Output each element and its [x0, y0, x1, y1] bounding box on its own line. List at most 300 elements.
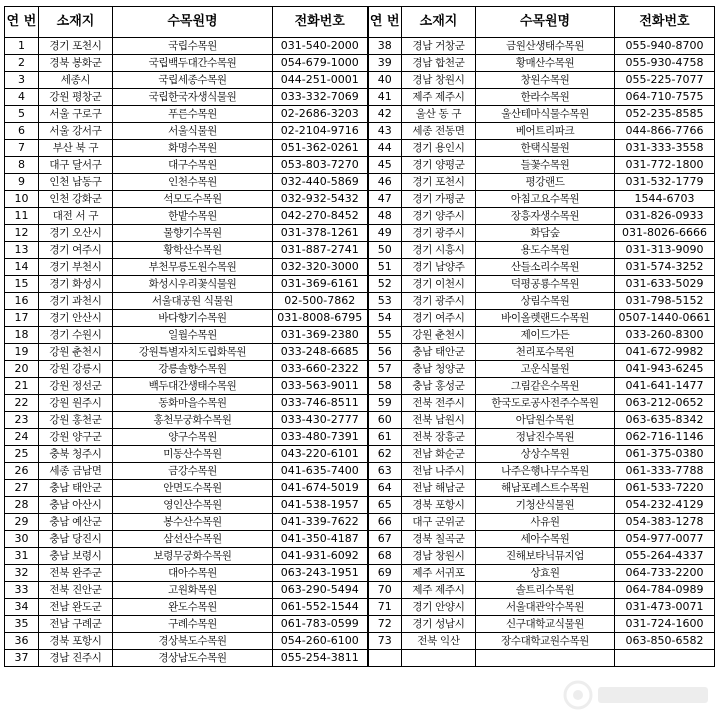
location-cell: 부산 북 구	[39, 140, 113, 157]
row-number: 44	[368, 140, 402, 157]
phone-cell: 063-243-1951	[273, 565, 368, 582]
row-number: 49	[368, 225, 402, 242]
row-number: 41	[368, 89, 402, 106]
location-cell: 제주 제주시	[402, 582, 476, 599]
phone-cell: 055-254-3811	[273, 650, 368, 667]
row-number: 50	[368, 242, 402, 259]
row-number: 65	[368, 497, 402, 514]
row-number: 13	[5, 242, 39, 259]
location-cell: 경기 안양시	[402, 599, 476, 616]
location-cell: 서울 구로구	[39, 106, 113, 123]
arboretum-table	[4, 6, 715, 667]
row-number: 30	[5, 531, 39, 548]
table-row	[5, 242, 715, 259]
phone-cell: 052-235-8585	[615, 106, 715, 123]
phone-cell: 044-251-0001	[273, 72, 368, 89]
table-row	[5, 548, 715, 565]
arboretum-name-cell: 한택식물원	[476, 140, 615, 157]
location-cell: 울산 동 구	[402, 106, 476, 123]
row-number: 64	[368, 480, 402, 497]
table-row	[5, 429, 715, 446]
table-row	[5, 293, 715, 310]
arboretum-name-cell: 서울식물원	[113, 123, 273, 140]
phone-cell: 033-480-7391	[273, 429, 368, 446]
phone-cell: 033-260-8300	[615, 327, 715, 344]
row-number: 26	[5, 463, 39, 480]
phone-cell: 063-212-0652	[615, 395, 715, 412]
phone-cell: 064-733-2200	[615, 565, 715, 582]
row-number: 56	[368, 344, 402, 361]
row-number: 23	[5, 412, 39, 429]
location-cell: 경기 남양주	[402, 259, 476, 276]
arboretum-name-cell: 한라수목원	[476, 89, 615, 106]
location-cell: 대전 서 구	[39, 208, 113, 225]
row-number: 10	[5, 191, 39, 208]
table-row	[5, 599, 715, 616]
location-cell: 대구 군위군	[402, 514, 476, 531]
location-cell: 경기 포천시	[402, 174, 476, 191]
location-cell: 전남 해남군	[402, 480, 476, 497]
arboretum-name-cell: 세아수목원	[476, 531, 615, 548]
phone-cell: 033-332-7069	[273, 89, 368, 106]
arboretum-name-cell: 장흥자생수목원	[476, 208, 615, 225]
row-number: 42	[368, 106, 402, 123]
phone-cell: 054-679-1000	[273, 55, 368, 72]
table-row	[5, 89, 715, 106]
row-number: 68	[368, 548, 402, 565]
row-number: 20	[5, 361, 39, 378]
arboretum-name-cell: 상효원	[476, 565, 615, 582]
row-number: 31	[5, 548, 39, 565]
arboretum-name-cell: 삼선산수목원	[113, 531, 273, 548]
phone-cell: 064-710-7575	[615, 89, 715, 106]
arboretum-name-cell: 한국도로공사전주수목원	[476, 395, 615, 412]
location-cell: 강원 춘천시	[39, 344, 113, 361]
row-number: 18	[5, 327, 39, 344]
location-cell: 경기 포천시	[39, 38, 113, 55]
arboretum-name-cell: 물향기수목원	[113, 225, 273, 242]
location-cell: 경남 창원시	[402, 548, 476, 565]
phone-cell: 041-641-1477	[615, 378, 715, 395]
row-number: 73	[368, 633, 402, 650]
phone-cell: 041-538-1957	[273, 497, 368, 514]
arboretum-name-cell: 진해보타닉뮤지엄	[476, 548, 615, 565]
phone-cell: 041-350-4187	[273, 531, 368, 548]
arboretum-name-cell: 고원화목원	[113, 582, 273, 599]
location-cell: 전북 진안군	[39, 582, 113, 599]
header-name: 수목원명	[113, 7, 273, 38]
phone-cell: 1544-6703	[615, 191, 715, 208]
location-cell: 강원 춘천시	[402, 327, 476, 344]
row-number: 59	[368, 395, 402, 412]
row-number: 27	[5, 480, 39, 497]
arboretum-name-cell: 서울대공원 식물원	[113, 293, 273, 310]
arboretum-name-cell: 서울대관악수목원	[476, 599, 615, 616]
location-cell: 경북 포항시	[402, 497, 476, 514]
phone-cell: 031-574-3252	[615, 259, 715, 276]
arboretum-name-cell: 해남포레스트수목원	[476, 480, 615, 497]
location-cell: 전남 완도군	[39, 599, 113, 616]
row-number: 57	[368, 361, 402, 378]
arboretum-name-cell: 일월수목원	[113, 327, 273, 344]
table-row	[5, 72, 715, 89]
row-number: 48	[368, 208, 402, 225]
table-row	[5, 38, 715, 55]
location-cell: 경기 부천시	[39, 259, 113, 276]
phone-cell: 053-803-7270	[273, 157, 368, 174]
row-number: 53	[368, 293, 402, 310]
arboretum-name-cell: 제이드가든	[476, 327, 615, 344]
arboretum-name-cell: 백두대간생태수목원	[113, 378, 273, 395]
arboretum-name-cell: 신구대학교식물원	[476, 616, 615, 633]
location-cell: 충남 당진시	[39, 531, 113, 548]
arboretum-name-cell: 바다향기수목원	[113, 310, 273, 327]
table-row	[5, 310, 715, 327]
arboretum-name-cell: 아담원수목원	[476, 412, 615, 429]
arboretum-name-cell: 영인산수목원	[113, 497, 273, 514]
row-number: 25	[5, 446, 39, 463]
location-cell: 경기 화성시	[39, 276, 113, 293]
arboretum-name-cell: 그림같은수목원	[476, 378, 615, 395]
row-number: 58	[368, 378, 402, 395]
location-cell: 경북 봉화군	[39, 55, 113, 72]
location-cell: 전남 나주시	[402, 463, 476, 480]
phone-cell: 062-716-1146	[615, 429, 715, 446]
location-cell: 경기 성남시	[402, 616, 476, 633]
phone-cell: 032-320-3000	[273, 259, 368, 276]
table-row	[5, 225, 715, 242]
phone-cell: 054-383-1278	[615, 514, 715, 531]
row-number: 43	[368, 123, 402, 140]
arboretum-name-cell: 황매산수목원	[476, 55, 615, 72]
arboretum-name-cell: 봉수산수목원	[113, 514, 273, 531]
table-row	[5, 191, 715, 208]
arboretum-name-cell: 동화마을수목원	[113, 395, 273, 412]
row-number: 72	[368, 616, 402, 633]
arboretum-name-cell: 화명수목원	[113, 140, 273, 157]
arboretum-name-cell: 금원산생태수목원	[476, 38, 615, 55]
row-number: 7	[5, 140, 39, 157]
table-row	[5, 157, 715, 174]
table-row	[5, 531, 715, 548]
phone-cell: 043-220-6101	[273, 446, 368, 463]
location-cell: 인천 남동구	[39, 174, 113, 191]
table-row	[5, 361, 715, 378]
row-number: 54	[368, 310, 402, 327]
phone-cell: 061-552-1544	[273, 599, 368, 616]
header-name: 수목원명	[476, 7, 615, 38]
row-number: 3	[5, 72, 39, 89]
row-number: 34	[5, 599, 39, 616]
phone-cell: 031-633-5029	[615, 276, 715, 293]
row-number: 17	[5, 310, 39, 327]
row-number: 11	[5, 208, 39, 225]
arboretum-name-cell: 국립한국자생식물원	[113, 89, 273, 106]
row-number: 71	[368, 599, 402, 616]
phone-cell: 061-333-7788	[615, 463, 715, 480]
row-number: 24	[5, 429, 39, 446]
location-cell: 제주 제주시	[402, 89, 476, 106]
phone-cell: 061-533-7220	[615, 480, 715, 497]
arboretum-name-cell: 베어트리파크	[476, 123, 615, 140]
row-number: 70	[368, 582, 402, 599]
phone-cell: 0507-1440-0661	[615, 310, 715, 327]
location-cell: 충남 홍성군	[402, 378, 476, 395]
phone-cell: 033-563-9011	[273, 378, 368, 395]
phone-cell: 031-798-5152	[615, 293, 715, 310]
row-number: 35	[5, 616, 39, 633]
row-number: 32	[5, 565, 39, 582]
phone-cell: 031-826-0933	[615, 208, 715, 225]
row-number: 62	[368, 446, 402, 463]
row-number: 9	[5, 174, 39, 191]
location-cell: 강원 홍천군	[39, 412, 113, 429]
header-no: 연 번	[5, 7, 39, 38]
arboretum-name-cell: 대구수목원	[113, 157, 273, 174]
location-cell: 경북 포항시	[39, 633, 113, 650]
phone-cell: 044-866-7766	[615, 123, 715, 140]
table-row	[5, 395, 715, 412]
phone-cell: 031-532-1779	[615, 174, 715, 191]
phone-cell: 061-783-0599	[273, 616, 368, 633]
phone-cell: 032-440-5869	[273, 174, 368, 191]
table-row	[5, 446, 715, 463]
phone-cell: 064-784-0989	[615, 582, 715, 599]
phone-cell: 041-635-7400	[273, 463, 368, 480]
location-cell: 서울 강서구	[39, 123, 113, 140]
location-cell: 강원 원주시	[39, 395, 113, 412]
header-no: 연 번	[368, 7, 402, 38]
arboretum-name-cell: 보령무궁화수목원	[113, 548, 273, 565]
arboretum-name-cell: 석모도수목원	[113, 191, 273, 208]
phone-cell: 051-362-0261	[273, 140, 368, 157]
location-cell: 경기 용인시	[402, 140, 476, 157]
location-cell: 경기 광주시	[402, 293, 476, 310]
arboretum-name-cell: 상상수목원	[476, 446, 615, 463]
phone-cell: 033-660-2322	[273, 361, 368, 378]
arboretum-name-cell: 기청산식물원	[476, 497, 615, 514]
table-row	[5, 480, 715, 497]
location-cell: 경기 시흥시	[402, 242, 476, 259]
watermark-logo	[562, 675, 712, 715]
row-number: 8	[5, 157, 39, 174]
arboretum-name-cell: 대아수목원	[113, 565, 273, 582]
row-number: 33	[5, 582, 39, 599]
location-cell: 충남 예산군	[39, 514, 113, 531]
arboretum-name-cell: 경상남도수목원	[113, 650, 273, 667]
location-cell: 충남 청양군	[402, 361, 476, 378]
phone-cell: 031-473-0071	[615, 599, 715, 616]
row-number: 5	[5, 106, 39, 123]
location-cell: 경남 진주시	[39, 650, 113, 667]
row-number: 69	[368, 565, 402, 582]
phone-cell: 032-932-5432	[273, 191, 368, 208]
arboretum-name-cell: 국립세종수목원	[113, 72, 273, 89]
row-number: 51	[368, 259, 402, 276]
phone-cell: 055-930-4758	[615, 55, 715, 72]
header-location: 소재지	[402, 7, 476, 38]
phone-cell: 063-635-8342	[615, 412, 715, 429]
arboretum-name-cell: 상림수목원	[476, 293, 615, 310]
phone-cell: 041-931-6092	[273, 548, 368, 565]
arboretum-name-cell: 장수대학교원수목원	[476, 633, 615, 650]
arboretum-name-cell: 화성시우리꽃식물원	[113, 276, 273, 293]
location-cell: 전북 장흥군	[402, 429, 476, 446]
phone-cell: 02-500-7862	[273, 293, 368, 310]
arboretum-name-cell: 아침고요수목원	[476, 191, 615, 208]
phone-cell: 031-772-1800	[615, 157, 715, 174]
location-cell: 세종시	[39, 72, 113, 89]
phone-cell: 055-940-8700	[615, 38, 715, 55]
location-cell: 전남 화순군	[402, 446, 476, 463]
table-row	[5, 463, 715, 480]
phone-cell: 041-672-9982	[615, 344, 715, 361]
location-cell: 대구 달서구	[39, 157, 113, 174]
phone-cell: 031-724-1600	[615, 616, 715, 633]
row-number: 19	[5, 344, 39, 361]
arboretum-name-cell: 화담숲	[476, 225, 615, 242]
location-cell: 전남 구례군	[39, 616, 113, 633]
location-cell: 강원 양구군	[39, 429, 113, 446]
arboretum-name-cell: 국립수목원	[113, 38, 273, 55]
phone-cell: 033-746-8511	[273, 395, 368, 412]
phone-cell: 041-339-7622	[273, 514, 368, 531]
location-cell: 전북 전주시	[402, 395, 476, 412]
row-number: 21	[5, 378, 39, 395]
location-cell: 인천 강화군	[39, 191, 113, 208]
arboretum-name-cell: 정남진수목원	[476, 429, 615, 446]
row-number: 60	[368, 412, 402, 429]
phone-cell: 031-333-3558	[615, 140, 715, 157]
row-number: 22	[5, 395, 39, 412]
arboretum-name-cell: 솔트리수목원	[476, 582, 615, 599]
row-number: 1	[5, 38, 39, 55]
location-cell: 강원 평창군	[39, 89, 113, 106]
location-cell: 강원 강릉시	[39, 361, 113, 378]
location-cell: 경기 여주시	[402, 310, 476, 327]
phone-cell: 063-850-6582	[615, 633, 715, 650]
location-cell	[402, 650, 476, 667]
row-number: 55	[368, 327, 402, 344]
row-number: 4	[5, 89, 39, 106]
phone-cell: 054-232-4129	[615, 497, 715, 514]
location-cell: 경북 칠곡군	[402, 531, 476, 548]
table-row	[5, 633, 715, 650]
row-number: 63	[368, 463, 402, 480]
arboretum-name-cell: 고운식물원	[476, 361, 615, 378]
row-number: 16	[5, 293, 39, 310]
location-cell: 경기 가평군	[402, 191, 476, 208]
table-row	[5, 208, 715, 225]
phone-cell: 042-270-8452	[273, 208, 368, 225]
row-number	[368, 650, 402, 667]
table-row	[5, 327, 715, 344]
location-cell: 경기 양주시	[402, 208, 476, 225]
row-number: 6	[5, 123, 39, 140]
arboretum-name-cell: 울산테마식물수목원	[476, 106, 615, 123]
arboretum-name-cell: 부천무릉도원수목원	[113, 259, 273, 276]
phone-cell: 033-430-2777	[273, 412, 368, 429]
table-row	[5, 650, 715, 667]
arboretum-name-cell: 한밭수목원	[113, 208, 273, 225]
table-row	[5, 616, 715, 633]
table-body	[5, 38, 715, 667]
phone-cell: 063-290-5494	[273, 582, 368, 599]
location-cell: 경기 광주시	[402, 225, 476, 242]
arboretum-name-cell: 미동산수목원	[113, 446, 273, 463]
table-row	[5, 497, 715, 514]
location-cell: 경남 창원시	[402, 72, 476, 89]
table-row	[5, 55, 715, 72]
table-row	[5, 174, 715, 191]
location-cell: 전북 남원시	[402, 412, 476, 429]
row-number: 46	[368, 174, 402, 191]
arboretum-name-cell: 덕평공룡수목원	[476, 276, 615, 293]
table-row	[5, 106, 715, 123]
location-cell: 강원 정선군	[39, 378, 113, 395]
location-cell: 충남 태안군	[39, 480, 113, 497]
arboretum-name-cell: 양구수목원	[113, 429, 273, 446]
arboretum-name-cell: 강릉솔향수목원	[113, 361, 273, 378]
phone-cell: 031-378-1261	[273, 225, 368, 242]
table-row	[5, 582, 715, 599]
arboretum-name-cell: 인천수목원	[113, 174, 273, 191]
header-row	[5, 7, 715, 38]
arboretum-name-cell: 나주은행나무수목원	[476, 463, 615, 480]
arboretum-name-cell	[476, 650, 615, 667]
header-phone: 전화번호	[615, 7, 715, 38]
location-cell: 전북 완주군	[39, 565, 113, 582]
table-row	[5, 259, 715, 276]
arboretum-name-cell: 바이올렛랜드수목원	[476, 310, 615, 327]
arboretum-name-cell: 국립백두대간수목원	[113, 55, 273, 72]
phone-cell: 031-8008-6795	[273, 310, 368, 327]
table-row	[5, 514, 715, 531]
row-number: 45	[368, 157, 402, 174]
arboretum-name-cell: 푸른수목원	[113, 106, 273, 123]
location-cell: 세종 전동면	[402, 123, 476, 140]
phone-cell: 02-2104-9716	[273, 123, 368, 140]
row-number: 28	[5, 497, 39, 514]
table-row	[5, 276, 715, 293]
row-number: 52	[368, 276, 402, 293]
arboretum-name-cell: 금강수목원	[113, 463, 273, 480]
location-cell: 세종 금남면	[39, 463, 113, 480]
location-cell: 제주 서귀포	[402, 565, 476, 582]
phone-cell	[615, 650, 715, 667]
header-location: 소재지	[39, 7, 113, 38]
row-number: 15	[5, 276, 39, 293]
location-cell: 경기 양평군	[402, 157, 476, 174]
row-number: 67	[368, 531, 402, 548]
row-number: 29	[5, 514, 39, 531]
phone-cell: 031-8026-6666	[615, 225, 715, 242]
location-cell: 충남 태안군	[402, 344, 476, 361]
location-cell: 경기 과천시	[39, 293, 113, 310]
arboretum-name-cell: 창원수목원	[476, 72, 615, 89]
phone-cell: 054-260-6100	[273, 633, 368, 650]
arboretum-name-cell: 구례수목원	[113, 616, 273, 633]
phone-cell: 02-2686-3203	[273, 106, 368, 123]
phone-cell: 061-375-0380	[615, 446, 715, 463]
row-number: 66	[368, 514, 402, 531]
phone-cell: 054-977-0077	[615, 531, 715, 548]
location-cell: 경기 안산시	[39, 310, 113, 327]
row-number: 36	[5, 633, 39, 650]
phone-cell: 055-264-4337	[615, 548, 715, 565]
row-number: 47	[368, 191, 402, 208]
table-row	[5, 378, 715, 395]
